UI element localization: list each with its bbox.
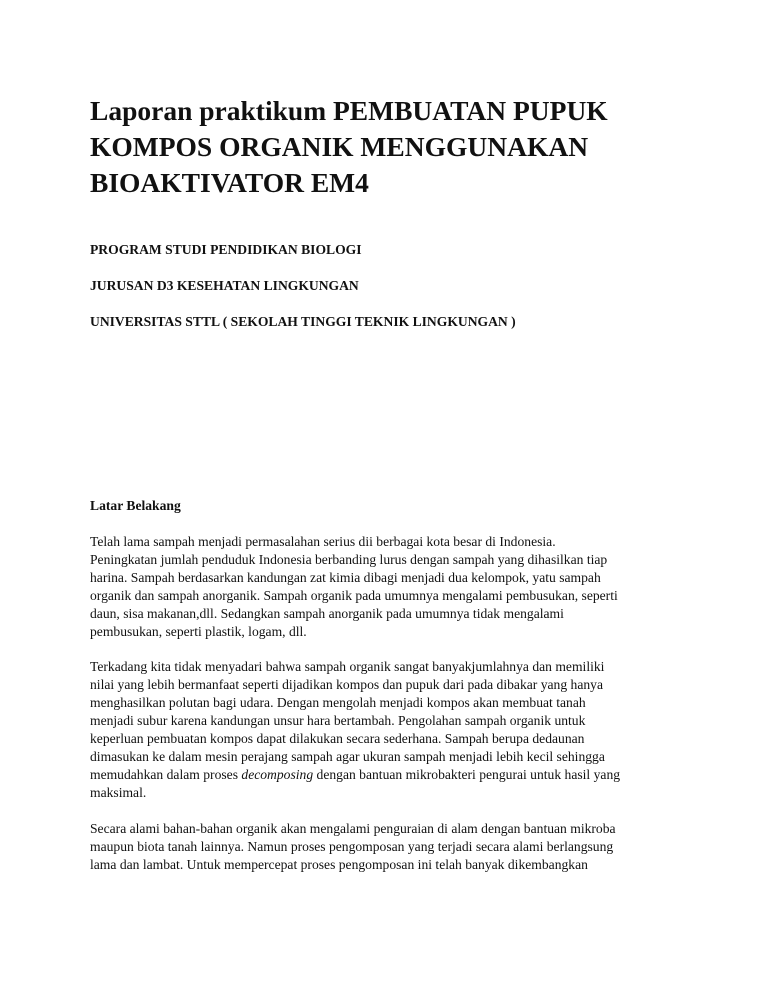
title-line-3: BIOAKTIVATOR EM4 xyxy=(90,167,369,198)
paragraph-2-line-italic xyxy=(90,766,690,784)
section-heading: Latar Belakang xyxy=(90,498,181,513)
jurusan-line: JURUSAN D3 KESEHATAN LINGKUNGAN xyxy=(90,278,359,293)
paragraph-2-suffix: dengan bantuan mikrobakteri pengurai untuk hasil yang xyxy=(313,766,621,782)
paragraph-1-line: pembusukan, seperti plastik, logam, dll. xyxy=(90,623,307,639)
universitas-line: UNIVERSITAS STTL ( SEKOLAH TINGGI TEKNIK LINGKUNGAN ) xyxy=(90,314,516,329)
paragraph-3-line: lama dan lambat. Untuk mempercepat proses pengomposan ini telah banyak dikembangkan xyxy=(90,856,588,872)
title-line-2: KOMPOS ORGANIK MENGGUNAKAN xyxy=(90,131,589,162)
document-title xyxy=(90,93,690,201)
title-line-1: Laporan praktikum PEMBUATAN PUPUK xyxy=(90,95,608,126)
paragraph-3-line: Secara alami bahan-bahan organik akan mengalami penguraian di alam dengan bantuan mikroba xyxy=(90,820,616,836)
paragraph-1-line: harina. Sampah berdasarkan kandungan zat kimia dibagi menjadi dua kelompok, yatu sampah xyxy=(90,569,601,585)
paragraph-2-line: nilai yang lebih bermanfaat seperti dijadikan kompos dan pupuk dari pada dibakar yang hanya xyxy=(90,677,603,693)
paragraph-2-line: dimasukan ke dalam mesin perajang sampah agar ukuran sampah menjadi lebih kecil sehingga xyxy=(90,748,605,764)
paragraph-1-line: organik dan sampah anorganik. Sampah organik pada umumnya mengalami pembusukan, seperti xyxy=(90,587,618,603)
paragraph-2-line: keperluan pembuatan kompos dapat dilakukan secara sederhana. Sampah berupa dedaunan xyxy=(90,731,585,747)
paragraph-2-italic-term: decomposing xyxy=(241,766,314,782)
paragraph-1-line: daun, sisa makanan,dll. Sedangkan sampah anorganik pada umumnya tidak mengalami xyxy=(90,605,564,621)
paragraph-2-line: menjadi subur karena kandungan unsur hara bertambah. Pengolahan sampah organik untuk xyxy=(90,713,586,729)
document-page xyxy=(90,93,690,873)
paragraph-2 xyxy=(90,658,690,801)
program-line: PROGRAM STUDI PENDIDIKAN BIOLOGI xyxy=(90,242,362,257)
paragraph-2-line: Terkadang kita tidak menyadari bahwa sampah organik sangat banyakjumlahnya dan memiliki xyxy=(90,659,605,675)
paragraph-2-prefix: memudahkan dalam proses xyxy=(90,766,242,782)
paragraph-2-line: maksimal. xyxy=(90,784,147,800)
paragraph-1-line: Telah lama sampah menjadi permasalahan serius dii berbagai kota besar di Indonesia. xyxy=(90,534,556,549)
paragraph-2-line: menghasilkan polutan bagi udara. Dengan mengolah menjadi kompos akan membuat tanah xyxy=(90,695,586,711)
paragraph-1-line: Peningkatan jumlah penduduk Indonesia berbanding lurus dengan sampah yang dihasilkan tiap xyxy=(90,551,608,567)
paragraph-3 xyxy=(90,820,690,874)
paragraph-1 xyxy=(90,533,690,640)
paragraph-3-line: maupun biota tanah lainnya. Namun proses pengomposan yang terjadi secara alami berlangsung xyxy=(90,838,614,854)
